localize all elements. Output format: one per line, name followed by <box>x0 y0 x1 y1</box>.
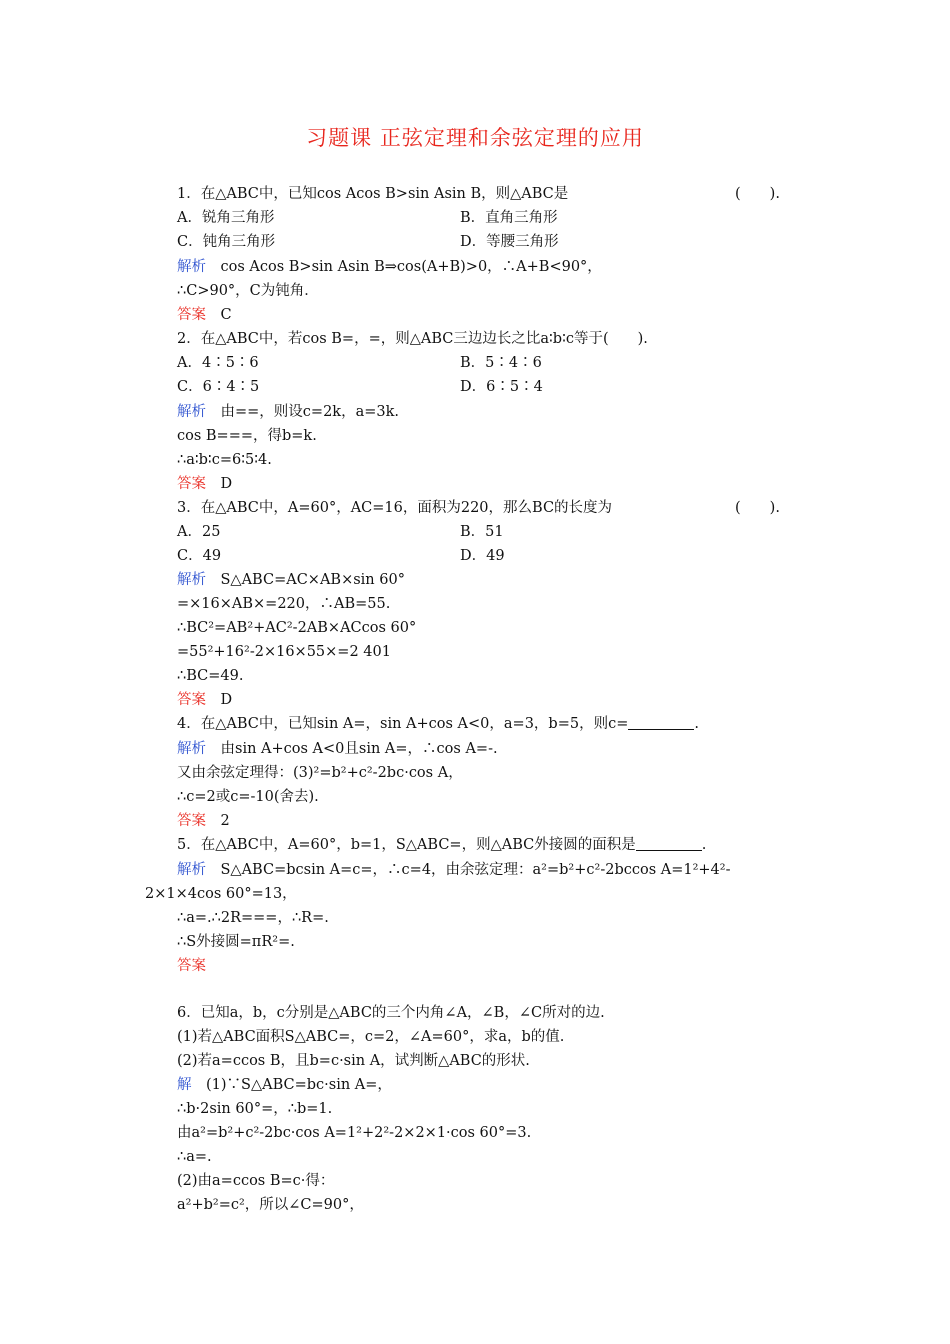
answer-text: D <box>206 692 233 708</box>
solution-label: 解 <box>177 1077 192 1093</box>
question-4-text: 4．在△ABC中，已知sin A=，sin A+cos A<0，a=3，b=5，则c= <box>177 716 629 732</box>
answer-text: D <box>206 476 233 492</box>
q1-answer <box>177 305 232 325</box>
question-5-end: . <box>701 837 707 853</box>
q3-option-c: C．49 <box>177 548 222 564</box>
q5-analysis <box>177 860 731 880</box>
q1-option-c: C．钝角三角形 <box>177 234 276 250</box>
q2-option-c: C．6∶4∶5 <box>177 379 260 395</box>
analysis-text: S△ABC=bcsin A=c=，∴c=4，由余弦定理：a²=b²+c²-2bccos A=1²+4²- <box>206 862 731 878</box>
q6-solution-line3: 由a²=b²+c²-2bc·cos A=1²+2²-2×2×1·cos 60°=3. <box>177 1125 532 1141</box>
q3-option-d: D．49 <box>460 548 505 564</box>
question-5 <box>177 835 706 855</box>
q3-analysis-line4: =55²+16²-2×16×55×=2 401 <box>177 644 391 660</box>
question-5-text: 5．在△ABC中，A=60°，b=1，S△ABC=，则△ABC外接圆的面积是 <box>177 837 636 853</box>
q1-analysis <box>177 257 602 277</box>
analysis-label: 解析 <box>177 572 206 588</box>
q3-answer <box>177 690 232 710</box>
analysis-label: 解析 <box>177 741 206 757</box>
analysis-text: 由==，则设c=2k，a=3k. <box>206 404 399 420</box>
q1-option-b: B．直角三角形 <box>460 210 558 226</box>
analysis-text: cos Acos B>sin Asin B⇒cos(A+B)>0，∴A+B<90°， <box>206 259 602 275</box>
analysis-label: 解析 <box>177 862 206 878</box>
q6-solution-line5: (2)由a=ccos B=c·得： <box>177 1173 335 1189</box>
question-4 <box>177 714 699 734</box>
q6-solution <box>177 1075 392 1095</box>
q1-analysis-line2: ∴C>90°，C为钝角． <box>177 283 319 299</box>
answer-label: 答案 <box>177 958 206 974</box>
q6-solution-line4: ∴a=. <box>177 1149 212 1165</box>
analysis-label: 解析 <box>177 259 206 275</box>
q2-analysis <box>177 402 399 422</box>
q5-analysis-line4: ∴S外接圆=πR²=. <box>177 934 295 950</box>
question-3: 3．在△ABC中，A=60°，AC=16，面积为220，那么BC的长度为 <box>177 500 613 516</box>
answer-blank <box>628 729 694 730</box>
q5-answer <box>177 956 206 976</box>
question-2: 2．在△ABC中，若cos B=，=，则△ABC三边边长之比a∶b∶c等于( ). <box>177 331 648 347</box>
analysis-text: S△ABC=AC×AB×sin 60° <box>206 572 405 588</box>
q2-option-b: B．5∶4∶6 <box>460 355 542 371</box>
q3-option-b: B．51 <box>460 524 504 540</box>
answer-label: 答案 <box>177 813 206 829</box>
q2-option-a: A．4∶5∶6 <box>177 355 259 371</box>
question-4-end: . <box>694 716 699 732</box>
q4-analysis-line2: 又由余弦定理得：(3)²=b²+c²-2bc·cos A， <box>177 765 463 781</box>
answer-text: 2 <box>206 813 230 829</box>
q6-solution-line6: a²+b²=c²，所以∠C=90°， <box>177 1197 364 1213</box>
q3-analysis-line3: ∴BC²=AB²+AC²-2AB×ACcos 60° <box>177 620 417 636</box>
analysis-label: 解析 <box>177 404 206 420</box>
q2-analysis-line2: cos B===，得b=k. <box>177 428 317 444</box>
q1-option-d: D．等腰三角形 <box>460 234 559 250</box>
solution-text: (1)∵S△ABC=bc·sin A=， <box>191 1077 392 1093</box>
q2-answer <box>177 474 232 494</box>
q3-option-a: A．25 <box>177 524 221 540</box>
question-1-paren: ( ). <box>735 186 780 202</box>
question-6-part2: (2)若a=ccos B，且b=c·sin A，试判断△ABC的形状. <box>177 1053 530 1069</box>
answer-label: 答案 <box>177 476 206 492</box>
q5-analysis-line2: 2×1×4cos 60°=13， <box>145 886 297 902</box>
q3-analysis-line2: =×16×AB×=220，∴AB=55. <box>177 596 391 612</box>
question-6: 6．已知a，b，c分别是△ABC的三个内角∠A，∠B，∠C所对的边. <box>177 1005 605 1021</box>
q4-analysis <box>177 739 498 759</box>
answer-label: 答案 <box>177 307 206 323</box>
answer-text: C <box>206 307 232 323</box>
q3-analysis-line5: ∴BC=49. <box>177 668 244 684</box>
answer-blank <box>636 850 702 851</box>
q2-option-d: D．6∶5∶4 <box>460 379 543 395</box>
analysis-text: 由sin A+cos A<0且sin A=，∴cos A=-. <box>206 741 498 757</box>
question-6-part1: (1)若△ABC面积S△ABC=，c=2，∠A=60°，求a，b的值. <box>177 1029 565 1045</box>
q5-analysis-line3: ∴a=.∴2R===，∴R=. <box>177 910 329 926</box>
q4-analysis-line3: ∴c=2或c=-10(舍去). <box>177 789 319 805</box>
q2-analysis-line3: ∴a∶b∶c=6∶5∶4. <box>177 452 272 468</box>
page-title: 习题课 正弦定理和余弦定理的应用 <box>306 126 644 150</box>
answer-label: 答案 <box>177 692 206 708</box>
q3-analysis <box>177 570 405 590</box>
q1-option-a: A．锐角三角形 <box>177 210 275 226</box>
q6-solution-line2: ∴b·2sin 60°=，∴b=1. <box>177 1101 333 1117</box>
question-3-paren: ( ). <box>735 500 780 516</box>
q4-answer <box>177 811 230 831</box>
question-1: 1．在△ABC中，已知cos Acos B>sin Asin B，则△ABC是 <box>177 186 569 202</box>
